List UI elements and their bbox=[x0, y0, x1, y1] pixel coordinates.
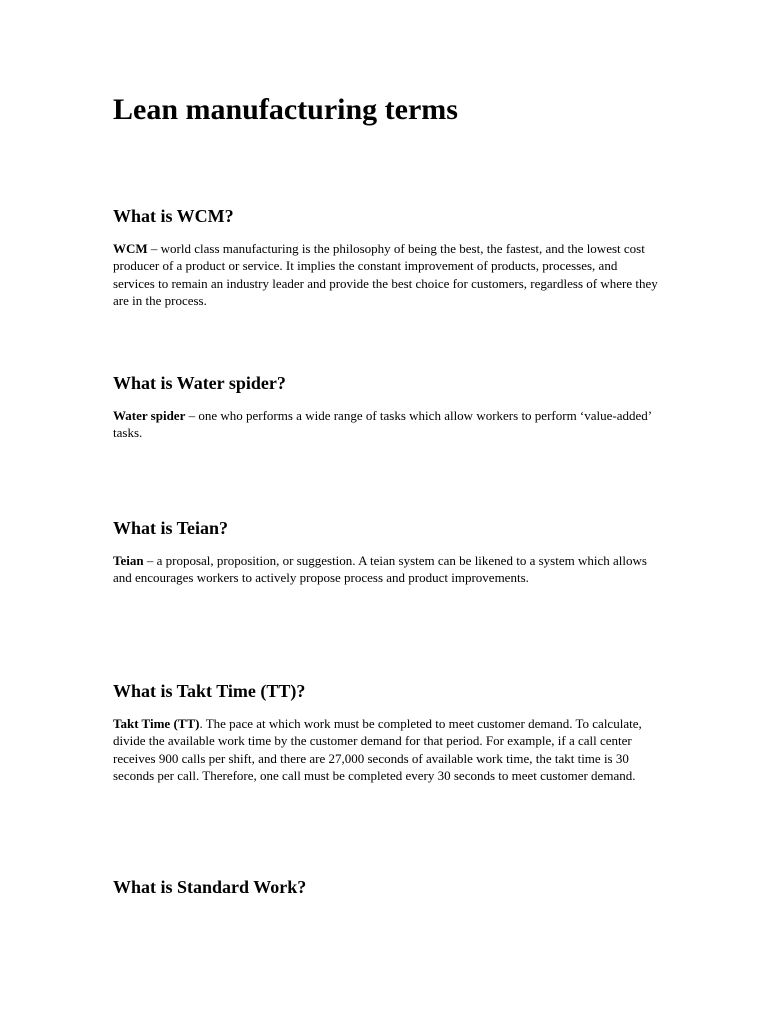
term-description: – world class manufacturing is the philosophy of being the best, the fastest, and the lowest cost producer of a product or service. It implies the constant improvement of products, processes, and services to remain an industry leader and provide the best choice for customers, regardless of where they are in the process. bbox=[113, 241, 658, 309]
section-water-spider bbox=[113, 372, 673, 442]
section-heading: What is Standard Work? bbox=[113, 877, 307, 897]
term-description: . The pace at which work must be completed to meet customer demand. To calculate, divide the available work time by the customer demand for that period. For example, if a call center receives 900 calls per shift, and there are 27,000 seconds of available work time, the takt time is 30 seconds per call. Therefore, one call must be completed every 30 seconds to meet customer demand. bbox=[113, 716, 642, 784]
section-standard-work bbox=[113, 876, 673, 898]
term-name: Teian bbox=[113, 553, 144, 568]
term-name: WCM bbox=[113, 241, 148, 256]
section-heading: What is WCM? bbox=[113, 206, 234, 226]
document-title: Lean manufacturing terms bbox=[113, 93, 458, 126]
section-definition bbox=[113, 552, 661, 587]
term-description: – one who performs a wide range of tasks which allow workers to perform ‘value-added’ tasks. bbox=[113, 408, 652, 441]
section-definition bbox=[113, 407, 661, 442]
section-heading: What is Water spider? bbox=[113, 373, 286, 393]
section-takt-time bbox=[113, 680, 673, 785]
section-heading: What is Teian? bbox=[113, 518, 229, 538]
section-definition bbox=[113, 240, 661, 310]
section-heading: What is Takt Time (TT)? bbox=[113, 681, 306, 701]
term-name: Takt Time (TT) bbox=[113, 716, 200, 731]
section-wcm bbox=[113, 205, 673, 310]
term-description: – a proposal, proposition, or suggestion. A teian system can be likened to a system which allows and encourages workers to actively propose process and product improvements. bbox=[113, 553, 647, 586]
term-name: Water spider bbox=[113, 408, 186, 423]
section-definition bbox=[113, 715, 661, 785]
section-teian bbox=[113, 517, 673, 587]
